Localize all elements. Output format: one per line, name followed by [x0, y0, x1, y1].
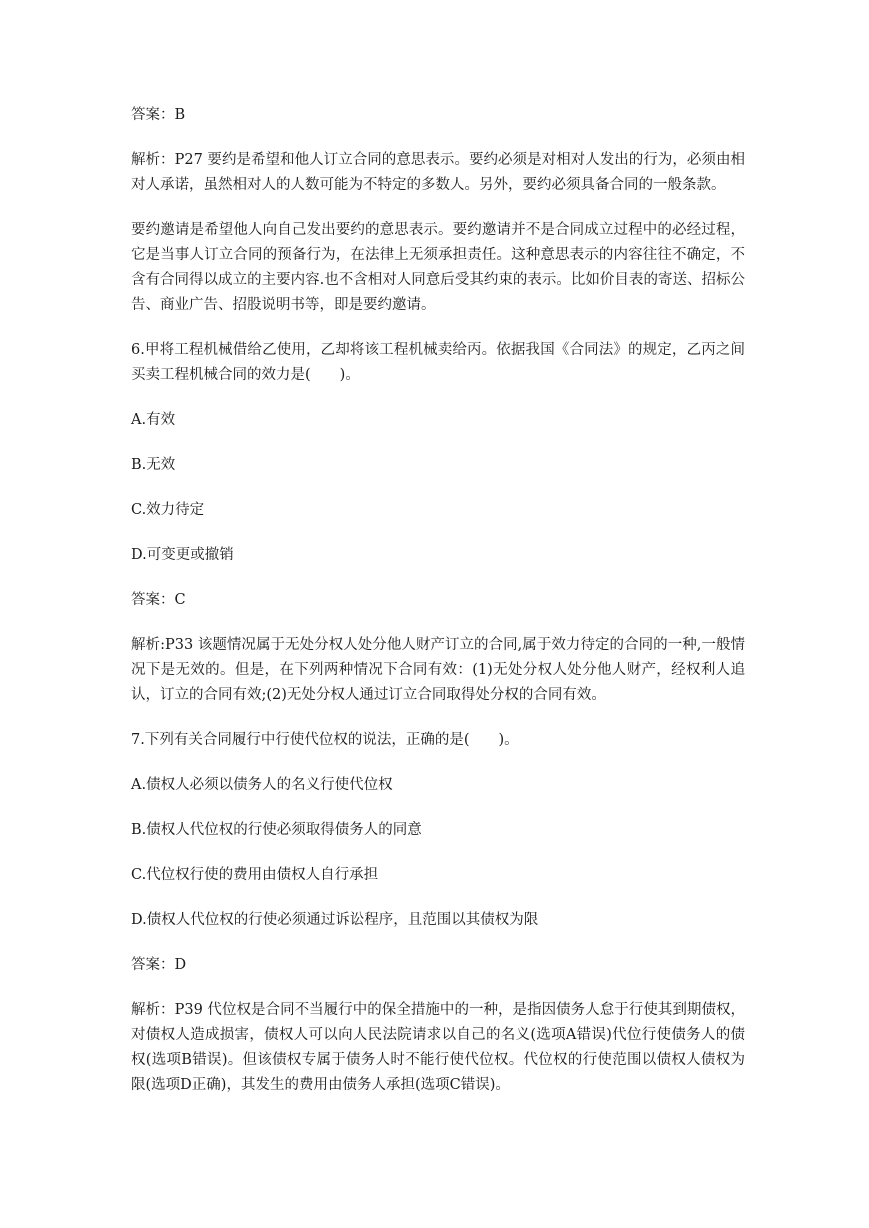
answer-7: 答案：D — [131, 957, 187, 973]
question-6-option-c: C.效力待定 — [131, 502, 205, 518]
question-6-option-d: D.可变更或撤销 — [131, 547, 234, 563]
question-7-option-b: B.债权人代位权的行使必须取得债务人的同意 — [131, 822, 422, 838]
question-6: 6.甲将工程机械借给乙使用，乙却将该工程机械卖给丙。依据我国《合同法》的规定，乙丙之间买卖工程机械合同的效力是( )。 — [131, 342, 745, 383]
answer-6: 答案：C — [131, 592, 186, 608]
question-6-option-a: A.有效 — [131, 412, 176, 428]
question-7-option-a: A.债权人必须以债务人的名义行使代位权 — [131, 777, 393, 793]
explanation-5: 解析：P27 要约是希望和他人订立合同的意思表示。要约必须是对相对人发出的行为，必须由相对人承诺，虽然相对人的人数可能为不特定的多数人。另外，要约必须具备合同的一般条款。 — [131, 152, 745, 193]
question-6-option-b: B.无效 — [131, 457, 176, 473]
answer-5: 答案：B — [131, 107, 186, 123]
explanation-7: 解析：P39 代位权是合同不当履行中的保全措施中的一种，是指因债务人怠于行使其到期债权，对债权人造成损害，债权人可以向人民法院请求以自己的名义(选项A错误)代位行使债务人的债权(选项B错误)。但该债权专属于债务人时不能行使代位权。代位权的行使范围以债权人债权为限(选项D正确)，其发生的费用由债务人承担(选项C错误)。 — [131, 1002, 745, 1093]
document-page — [131, 103, 745, 1098]
explanation-5-continued: 要约邀请是希望他人向自己发出要约的意思表示。要约邀请并不是合同成立过程中的必经过程，它是当事人订立合同的预备行为，在法律上无须承担责任。这种意思表示的内容往往不确定，不含有合同得以成立的主要内容.也不含相对人同意后受其约束的表示。比如价目表的寄送、招标公告、商业广告、招股说明书等，即是要约邀请。 — [131, 222, 745, 313]
explanation-6: 解析:P33 该题情况属于无处分权人处分他人财产订立的合同,属于效力待定的合同的一种,一般情况下是无效的。但是，在下列两种情况下合同有效：(1)无处分权人处分他人财产，经权利人追认，订立的合同有效;(2)无处分权人通过订立合同取得处分权的合同有效。 — [131, 637, 745, 703]
question-7-option-d: D.债权人代位权的行使必须通过诉讼程序，且范围以其债权为限 — [131, 912, 539, 928]
question-7: 7.下列有关合同履行中行使代位权的说法，正确的是( )。 — [131, 732, 519, 748]
question-7-option-c: C.代位权行使的费用由债权人自行承担 — [131, 867, 379, 883]
